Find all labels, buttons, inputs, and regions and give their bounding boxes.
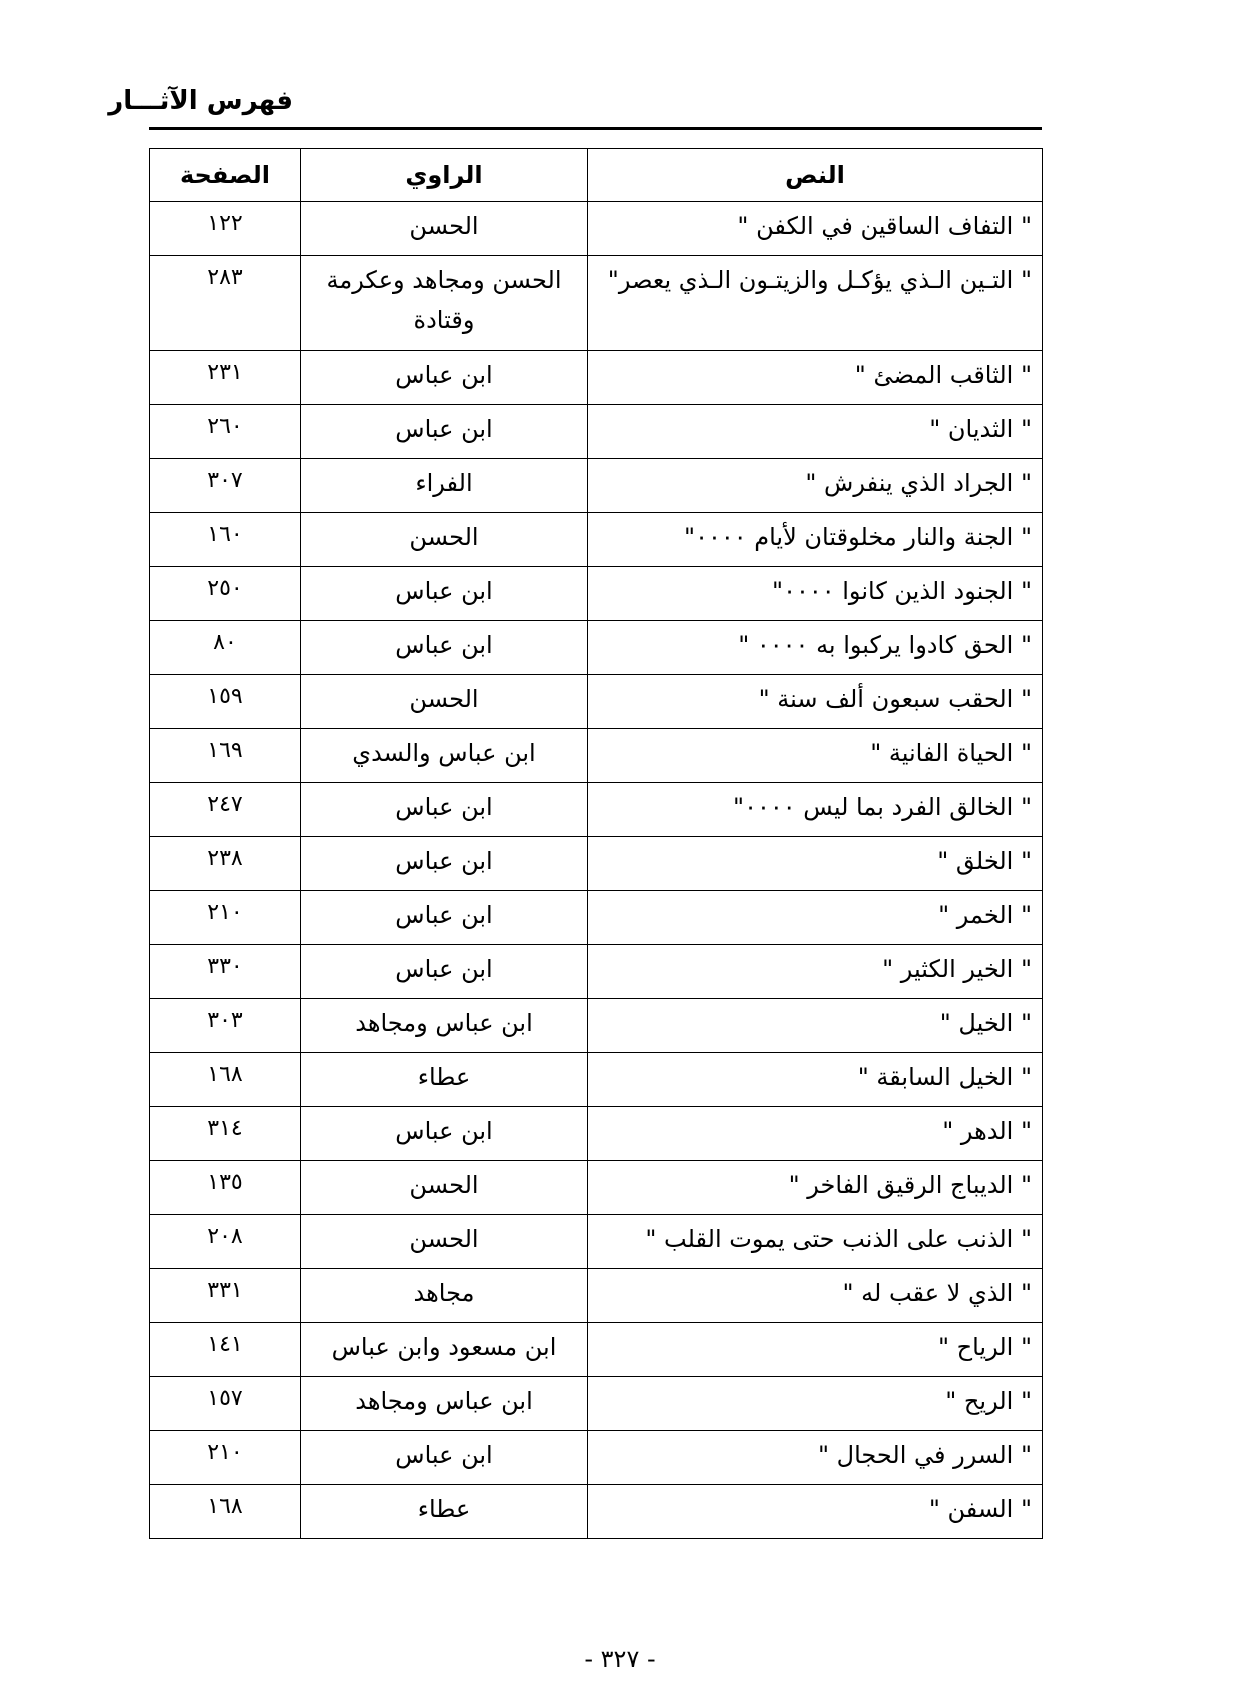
row-page: ١٦٩: [207, 738, 243, 763]
row-page: ١٤١: [207, 1332, 243, 1357]
row-page: ٢١٠: [207, 1440, 243, 1465]
row-text-cell: [588, 405, 1043, 459]
table-row: [150, 1215, 1043, 1269]
row-page: ٢٣١: [207, 360, 243, 385]
header-rule: [149, 127, 1042, 130]
column-header-page: الصفحة: [150, 149, 301, 202]
row-page: ١٣٥: [207, 1170, 243, 1195]
row-narrator: ابن عباس: [395, 901, 493, 929]
page-number: - ٣٢٧ -: [584, 1645, 656, 1673]
row-page-cell: [150, 891, 301, 945]
row-text: " السفن ": [928, 1495, 1032, 1523]
row-text-cell: [588, 567, 1043, 621]
row-page-cell: [150, 945, 301, 999]
row-page: ١٢٢: [207, 211, 243, 236]
row-text: " الرياح ": [937, 1333, 1032, 1361]
row-page: ٢٥٠: [207, 576, 243, 601]
row-text-cell: [588, 1161, 1043, 1215]
row-narrator-cell: [301, 1323, 588, 1377]
table-body: [150, 202, 1043, 1539]
row-page: ٢٤٧: [207, 792, 243, 817]
table-row: [150, 256, 1043, 351]
row-text-cell: [588, 1269, 1043, 1323]
row-text: " الحياة الفانية ": [870, 739, 1032, 767]
row-text: " الذي لا عقب له ": [842, 1279, 1032, 1307]
row-page: ١٦٨: [207, 1494, 243, 1519]
row-narrator: ابن عباس: [395, 631, 493, 659]
row-narrator-cell: [301, 1485, 588, 1539]
table-row: [150, 459, 1043, 513]
table-row: [150, 729, 1043, 783]
row-narrator: ابن عباس: [395, 1441, 493, 1469]
column-header-text: النص: [588, 149, 1043, 202]
row-page-cell: [150, 1107, 301, 1161]
page-header-title: فهرس الآثـــار: [108, 86, 293, 116]
table-row: [150, 1053, 1043, 1107]
row-narrator: ابن عباس: [395, 793, 493, 821]
row-page: ٣٠٧: [207, 468, 243, 493]
table-header-row: [150, 149, 1043, 202]
row-narrator-cell: [301, 945, 588, 999]
table-row: [150, 1269, 1043, 1323]
table-row: [150, 1161, 1043, 1215]
row-narrator-cell: [301, 1269, 588, 1323]
row-text: " التـين الـذي يؤكـل والزيتـون الـذي يعصر": [607, 266, 1032, 294]
row-text: " الحقب سبعون ألف سنة ": [758, 685, 1032, 713]
table-row: [150, 1431, 1043, 1485]
row-page: ٣٠٣: [207, 1008, 243, 1033]
row-page: ٨٠: [213, 630, 237, 655]
row-text-cell: [588, 675, 1043, 729]
row-page-cell: [150, 1377, 301, 1431]
row-page: ٢٠٨: [207, 1224, 243, 1249]
row-page-cell: [150, 513, 301, 567]
row-text: " السرر في الحجال ": [817, 1441, 1032, 1469]
table-row: [150, 837, 1043, 891]
table-row: [150, 675, 1043, 729]
row-page-cell: [150, 1485, 301, 1539]
row-narrator-cell: [301, 675, 588, 729]
row-page-cell: [150, 405, 301, 459]
row-narrator-cell: [301, 999, 588, 1053]
row-narrator: عطاء: [417, 1063, 471, 1091]
row-narrator-cell: [301, 459, 588, 513]
row-text: " الخيل ": [939, 1009, 1032, 1037]
row-text: " الثاقب المضئ ": [854, 361, 1032, 389]
row-text: " الخلق ": [937, 847, 1032, 875]
row-narrator-cell: [301, 891, 588, 945]
row-text-cell: [588, 202, 1043, 256]
row-narrator-cell: [301, 513, 588, 567]
row-page-cell: [150, 999, 301, 1053]
row-narrator-cell: [301, 256, 588, 351]
row-narrator: ابن عباس: [395, 955, 493, 983]
row-text-cell: [588, 1485, 1043, 1539]
row-narrator: ابن عباس: [395, 577, 493, 605]
row-narrator: الحسن: [409, 1225, 479, 1253]
table-row: [150, 999, 1043, 1053]
athar-index-table: [149, 148, 1043, 1539]
row-text-cell: [588, 621, 1043, 675]
row-text-cell: [588, 1323, 1043, 1377]
row-narrator-cell: [301, 783, 588, 837]
row-page-cell: [150, 675, 301, 729]
row-page-cell: [150, 1215, 301, 1269]
row-text-cell: [588, 256, 1043, 351]
row-page-cell: [150, 567, 301, 621]
row-page: ٢٨٣: [207, 265, 243, 290]
row-page-cell: [150, 256, 301, 351]
row-text: " الجنة والنار مخلوقتان لأيام ٠٠٠٠": [684, 523, 1032, 551]
row-text-cell: [588, 999, 1043, 1053]
row-page-cell: [150, 837, 301, 891]
table-row: [150, 1107, 1043, 1161]
row-narrator: ابن عباس: [395, 847, 493, 875]
table-row: [150, 1485, 1043, 1539]
row-text-cell: [588, 1215, 1043, 1269]
row-narrator-cell: [301, 1431, 588, 1485]
row-page-cell: [150, 459, 301, 513]
row-narrator-cell: [301, 1053, 588, 1107]
row-text: " الديباج الرقيق الفاخر ": [788, 1171, 1032, 1199]
row-text-cell: [588, 351, 1043, 405]
row-narrator: الحسن ومجاهد وعكرمة وقتادة: [326, 266, 562, 334]
row-page: ٢١٠: [207, 900, 243, 925]
row-text-cell: [588, 1107, 1043, 1161]
row-text: " الدهر ": [942, 1117, 1032, 1145]
row-text: " الخير الكثير ": [882, 955, 1032, 983]
row-page: ٢٦٠: [207, 414, 243, 439]
row-narrator: الحسن: [409, 212, 479, 240]
row-text: " التفاف الساقين في الكفن ": [737, 212, 1032, 240]
row-narrator-cell: [301, 621, 588, 675]
row-page-cell: [150, 783, 301, 837]
row-narrator-cell: [301, 837, 588, 891]
table-row: [150, 891, 1043, 945]
row-narrator: ابن عباس: [395, 415, 493, 443]
row-text-cell: [588, 837, 1043, 891]
table-row: [150, 1323, 1043, 1377]
row-narrator: مجاهد: [413, 1279, 475, 1307]
table-row: [150, 351, 1043, 405]
table-row: [150, 513, 1043, 567]
row-narrator: ابن عباس والسدي: [352, 739, 536, 767]
row-page: ٣١٤: [207, 1116, 243, 1141]
row-text: " الحق كادوا يركبوا به ٠٠٠٠ ": [738, 631, 1032, 659]
row-narrator-cell: [301, 405, 588, 459]
row-page-cell: [150, 729, 301, 783]
row-narrator-cell: [301, 1377, 588, 1431]
row-narrator: ابن عباس: [395, 1117, 493, 1145]
table-row: [150, 945, 1043, 999]
row-text: " الذنب على الذنب حتى يموت القلب ": [645, 1225, 1032, 1253]
row-text: " الخالق الفرد بما ليس ٠٠٠٠": [733, 793, 1032, 821]
row-text-cell: [588, 1377, 1043, 1431]
row-narrator: ابن عباس ومجاهد: [355, 1009, 533, 1037]
row-narrator: الفراء: [415, 469, 473, 497]
row-text: " الخيل السابقة ": [857, 1063, 1032, 1091]
row-text-cell: [588, 891, 1043, 945]
row-page: ٣٣١: [207, 1278, 243, 1303]
row-narrator-cell: [301, 1161, 588, 1215]
row-narrator: الحسن: [409, 685, 479, 713]
row-page: ٣٣٠: [207, 954, 243, 979]
row-text-cell: [588, 459, 1043, 513]
row-text: " الثديان ": [929, 415, 1032, 443]
table-row: [150, 1377, 1043, 1431]
row-page-cell: [150, 621, 301, 675]
row-narrator: الحسن: [409, 1171, 479, 1199]
row-narrator: عطاء: [417, 1495, 471, 1523]
row-text-cell: [588, 783, 1043, 837]
row-narrator: الحسن: [409, 523, 479, 551]
row-text: " الجنود الذين كانوا ٠٠٠٠": [772, 577, 1032, 605]
table-row: [150, 202, 1043, 256]
row-page: ١٥٧: [207, 1386, 243, 1411]
row-page-cell: [150, 202, 301, 256]
row-text-cell: [588, 1053, 1043, 1107]
row-text-cell: [588, 729, 1043, 783]
row-page-cell: [150, 1269, 301, 1323]
table-row: [150, 783, 1043, 837]
row-page: ١٦٠: [207, 522, 243, 547]
row-narrator: ابن عباس: [395, 361, 493, 389]
row-narrator-cell: [301, 202, 588, 256]
row-narrator: ابن مسعود وابن عباس: [331, 1333, 557, 1361]
row-narrator-cell: [301, 567, 588, 621]
row-text: " الريح ": [945, 1387, 1032, 1415]
table-row: [150, 567, 1043, 621]
row-page-cell: [150, 1161, 301, 1215]
row-page: ٢٣٨: [207, 846, 243, 871]
row-page-cell: [150, 351, 301, 405]
row-text-cell: [588, 1431, 1043, 1485]
row-narrator: ابن عباس ومجاهد: [355, 1387, 533, 1415]
row-page-cell: [150, 1431, 301, 1485]
row-text-cell: [588, 513, 1043, 567]
row-page-cell: [150, 1323, 301, 1377]
row-narrator-cell: [301, 1215, 588, 1269]
row-narrator-cell: [301, 351, 588, 405]
row-page: ١٦٨: [207, 1062, 243, 1087]
column-header-narrator: الراوي: [301, 149, 588, 202]
row-page: ١٥٩: [207, 684, 243, 709]
table-row: [150, 405, 1043, 459]
row-narrator-cell: [301, 729, 588, 783]
row-text: " الجراد الذي ينفرش ": [805, 469, 1032, 497]
row-text-cell: [588, 945, 1043, 999]
table-row: [150, 621, 1043, 675]
row-narrator-cell: [301, 1107, 588, 1161]
row-text: " الخمر ": [938, 901, 1032, 929]
row-page-cell: [150, 1053, 301, 1107]
